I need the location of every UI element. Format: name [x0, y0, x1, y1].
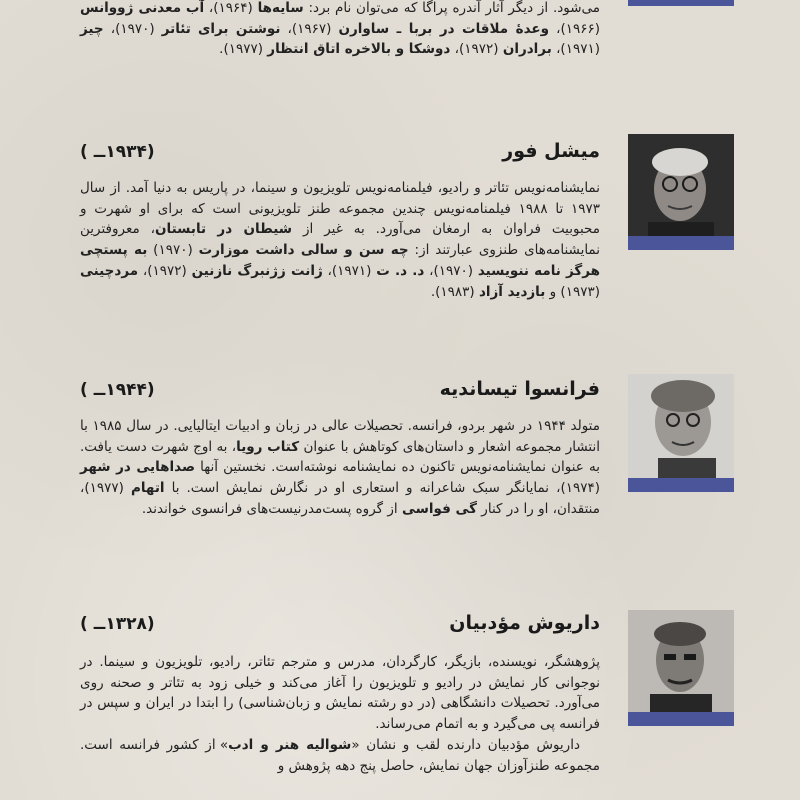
- bio-years: (۱۹۳۴ــ ): [80, 142, 155, 162]
- author-photo: [628, 610, 734, 726]
- portrait-image: [628, 610, 734, 726]
- bio-years: (۱۹۴۴ــ ): [80, 380, 155, 400]
- bio-heading: [80, 612, 600, 634]
- bio-heading: [80, 140, 600, 162]
- bio-years: (۱۳۲۸ــ ): [80, 614, 155, 634]
- photo-accent-bar: [628, 236, 734, 250]
- bio-name: فرانسوا تیساندیه: [439, 378, 600, 400]
- photo-accent-bar: [628, 712, 734, 726]
- previous-bio-ending: می‌شود. از دیگر آثار آندره پراگا که می‌توان نام برد: سایه‌ها (۱۹۶۴)، آب معدنی ژووانس (۱۹۶۶)، وعدهٔ ملاقات در بربا ـ ساوارن (۱۹۶۷)، نوشتن برای تئاتر (۱۹۷۰)، چیز (۱۹۷۱)، برادران (۱۹۷۲)، دوشکا و بالاخره اتاق انتظار (۱۹۷۷).: [80, 0, 601, 58]
- portrait-image: [628, 374, 734, 492]
- author-photo: [628, 374, 734, 492]
- bio-paragraph: متولد ۱۹۴۴ در شهر بردو، فرانسه. تحصیلات عالی در زبان و ادبیات ایتالیایی. در سال ۱۹۸۵ با انتشار مجموعه اشعار و داستان‌های کوتاهش با عنوان کتاب رویا، به اوج شهرت دست یافت. به عنوان نمایشنامه‌نویس تاکنون ده نمایشنامه نوشته‌است. نخستین آنها صداهایی در شهر (۱۹۷۴)، نمایانگر سبک شاعرانه و استعاری او در نگارش نمایش است. با اتهام (۱۹۷۷)، منتقدان، او را در کنار گی فواسی از گروه پست‌مدرنیست‌های فرانسوی خواندند.: [80, 418, 601, 517]
- bio-name: میشل فور: [502, 140, 600, 162]
- bio-paragraph: نمایشنامه‌نویس تئاتر و رادیو، فیلمنامه‌نویس تلویزیون و سینما، در پاریس به دنیا آمد. از سال ۱۹۷۳ تا ۱۹۸۸ فیلمنامه‌نویس چندین مجموعه طنز تلویزیونی است که برای او شهرت و محبوبیت فراوان به ارمغان می‌آورد. به غیر از شیطان در تابستان، معروفترین نمایشنامه‌های طنزوی عبارتند از: چه سن و سالی داشت موزارت (۱۹۷۰) به پستچی هرگز نامه ننویسید (۱۹۷۰)، د. د. ت (۱۹۷۱)، ژانت زژنبرگ نازنین (۱۹۷۲)، مردچینی (۱۹۷۳) و بازدید آزاد (۱۹۸۳).: [80, 180, 601, 300]
- portrait-image: [628, 134, 734, 250]
- bio-paragraph: پژوهشگر، نویسنده، بازیگر، کارگردان، مدرس و مترجم تئاتر، رادیو، تلویزیون و سینما. در نوجوانی کار نمایش در رادیو و تلویزیون را آغاز می‌کند و خیلی زود به تئاتر و صحنه روی می‌آورد. تحصیلات دانشگاهی (در دو رشته نمایش و زبان‌شناسی) را ابتدا در ایران و سپس در فرانسه پی می‌گیرد و به اتمام می‌رساند. داریوش مؤدبیان دارنده لقب و نشان «شوالیه هنر و ادب» از کشور فرانسه است. مجموعه طنزآوزان جهان نمایش، حاصل پنج دهه پژوهش و: [80, 654, 600, 774]
- bio-name: داریوش مؤدبیان: [449, 612, 600, 634]
- photo-accent-bar: [628, 478, 734, 492]
- author-photo: [628, 134, 734, 250]
- previous-photo-bar: [628, 0, 734, 6]
- bio-heading: [80, 378, 600, 400]
